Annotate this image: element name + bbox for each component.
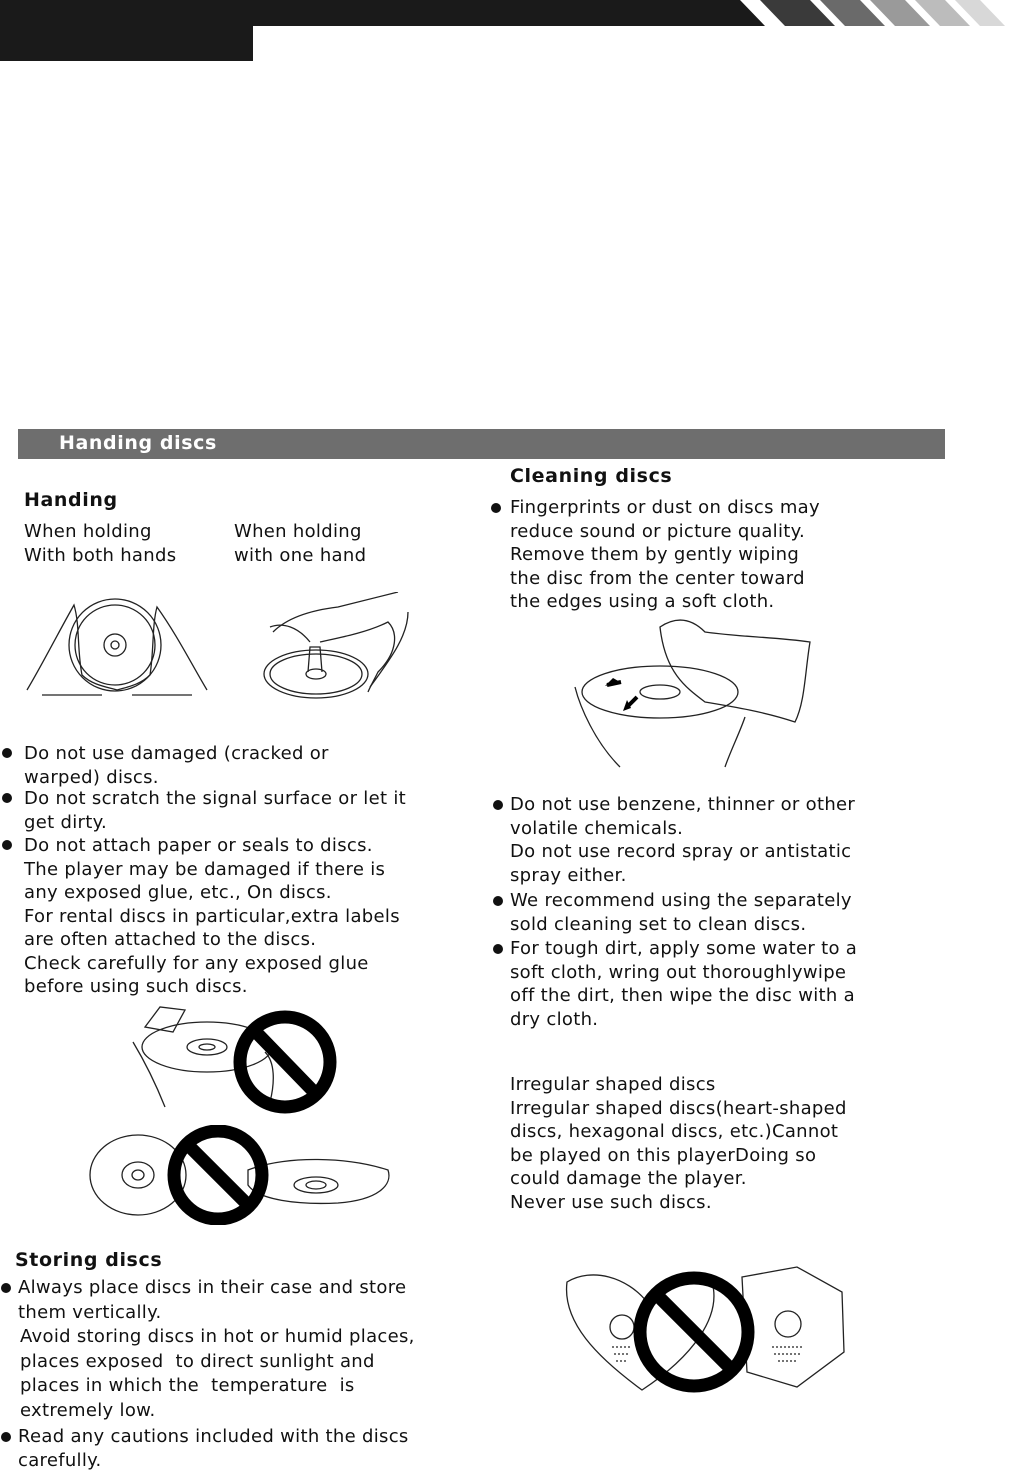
bullet-icon	[493, 944, 503, 954]
bullet-icon	[1, 1283, 11, 1293]
handing-bullet-1: Do not use damaged (cracked or warped) discs.	[24, 743, 329, 788]
both-hands-disc-icon	[22, 595, 212, 705]
no-irregular-discs-icon	[552, 1262, 852, 1402]
irregular-discs-text: Irregular shaped discs Irregular shaped discs(heart-shaped discs, hexagonal discs, etc.)Cannot be played on this playerDoing so could damage the player. Never use such discs.	[510, 1074, 847, 1213]
bullet-icon	[2, 748, 12, 758]
one-hand-disc-icon	[264, 592, 408, 698]
header-bar	[0, 0, 1009, 26]
holding-both-hands-label: When holding With both hands	[24, 521, 177, 566]
section-title: Handing discs	[59, 432, 217, 454]
storing-heading: Storing discs	[15, 1249, 163, 1271]
bullet-icon	[2, 793, 12, 803]
bullet-icon	[493, 896, 503, 906]
cleaning-intro: Fingerprints or dust on discs may reduce sound or picture quality. Remove them by gently wiping the disc from the center toward the edges using a soft cloth.	[510, 497, 820, 612]
storing-bullet-2: Read any cautions included with the discs carefully.	[18, 1426, 409, 1471]
no-labels-on-disc-icon	[125, 1002, 345, 1117]
section-band	[18, 429, 945, 459]
cleaning-bullet-2: We recommend using the separately sold cleaning set to clean discs.	[510, 890, 852, 935]
bullet-icon	[2, 840, 12, 850]
no-damaged-discs-icon	[88, 1125, 398, 1225]
handing-heading: Handing	[24, 489, 118, 511]
bullet-icon	[1, 1432, 11, 1442]
handing-bullet-3: Do not attach paper or seals to discs. The player may be damaged if there is any exposed glue, etc., On discs. For rental discs in particular,extra labels are often attached to the discs. Check carefully for any exposed glue before using such discs.	[24, 835, 400, 997]
cleaning-bullet-3: For tough dirt, apply some water to a soft cloth, wring out thoroughlywipe off the dirt, then wipe the disc with a dry cloth.	[510, 938, 858, 1030]
cleaning-bullet-1: Do not use benzene, thinner or other volatile chemicals. Do not use record spray or antistatic spray either.	[510, 794, 856, 886]
storing-bullet-1: Always place discs in their case and store them vertically. Avoid storing discs in hot or humid places, places exposed to direct sunlight and places in which the temperature is extremely low.	[18, 1277, 415, 1421]
handing-bullet-2: Do not scratch the signal surface or let it get dirty.	[24, 788, 407, 833]
cleaning-heading: Cleaning discs	[510, 465, 673, 487]
wiping-disc-icon	[565, 612, 815, 772]
bullet-icon	[491, 503, 501, 513]
holding-one-hand-label: When holding with one hand	[234, 521, 367, 566]
header-tab	[0, 24, 253, 61]
bullet-icon	[493, 800, 503, 810]
